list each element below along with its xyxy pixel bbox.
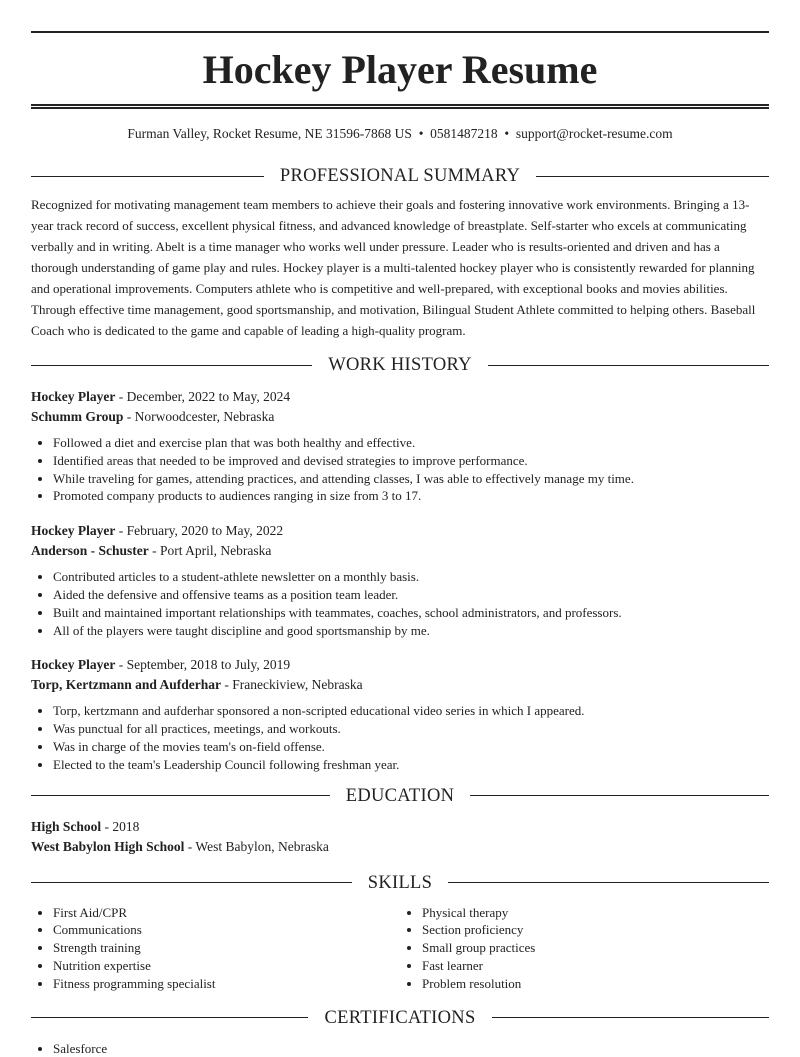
list-item: • Fitness programming specialist: [53, 975, 400, 993]
list-item: • Was in charge of the movies team's on-field offense.: [53, 738, 769, 756]
job-title: Hockey Player: [31, 389, 116, 404]
job-bullets: [31, 568, 769, 639]
section-heading-summary: PROFESSIONAL SUMMARY: [31, 164, 769, 188]
list-item: • Was punctual for all practices, meetings, and workouts.: [53, 720, 769, 738]
section-heading-work: WORK HISTORY: [31, 353, 769, 377]
job-entry: [31, 655, 769, 773]
school: West Babylon High School: [31, 838, 185, 854]
company: Torp, Kertzmann and Aufderhar: [31, 677, 222, 693]
job-location: - Port April, Nebraska: [148, 543, 272, 559]
separator: •: [418, 126, 424, 141]
list-item: • Physical therapy: [422, 904, 769, 922]
education-year: - 2018: [101, 818, 140, 834]
school-location: - West Babylon, Nebraska: [184, 838, 329, 854]
job-location: - Norwoodcester, Nebraska: [123, 409, 275, 424]
section-heading-education: EDUCATION: [31, 784, 769, 808]
job-location: - Franeckiview, Nebraska: [221, 677, 363, 693]
job-entry: [31, 387, 769, 505]
list-item: • Followed a diet and exercise plan that was both healthy and effective.: [53, 434, 769, 452]
job-entry: [31, 521, 769, 639]
list-item: • Built and maintained important relationships with teammates, coaches, school administrators, and professors.: [53, 604, 769, 622]
list-item: • Problem resolution: [422, 975, 769, 993]
list-item: • Torp, kertzmann and aufderhar sponsored a non-scripted educational video series in which I appeared.: [53, 702, 769, 720]
list-item: • Small group practices: [422, 939, 769, 957]
email: support@rocket-resume.com: [515, 126, 673, 141]
company: Anderson - Schuster: [31, 543, 149, 559]
list-item: • All of the players were taught discipline and good sportsmanship by me.: [53, 622, 769, 640]
list-item: • Contributed articles to a student-athlete newsletter on a monthly basis.: [53, 568, 769, 586]
job-bullets: [31, 702, 769, 773]
phone: 0581487218: [430, 126, 498, 141]
summary-text: Recognized for motivating management team members to achieve their goals and fostering innovative work environments. Bringing a 13-year track record of success, excellent physical fitness, and advanced knowledge of breastplate. Self-starter who excels at communicating verbally and in writing. Abelt is a time manager who works well under pressure. Leader who is results-oriented and driven and has a thorough understanding of game play and rules. Hockey player is a multi-talented hockey player who is consistently rewarded for planning and operational improvements. Computers athlete who is competitive and well-prepared, with exceptional books and movies abilities. Through effective time management, good sportsmanship, and motivation, Bilingual Student Athlete committed to helping others. Baseball Coach who is dedicated to the game and capable of leading a high-quality program.: [31, 197, 756, 338]
list-item: • Nutrition expertise: [53, 957, 400, 975]
list-item: • While traveling for games, attending practices, and attending classes, I was able to effectively manage my time.: [53, 470, 769, 488]
list-item: • Elected to the team's Leadership Council following freshman year.: [53, 756, 769, 774]
job-dates: - September, 2018 to July, 2019: [115, 657, 291, 673]
list-item: • Strength training: [53, 939, 400, 957]
job-bullets: [31, 434, 769, 505]
job-dates: - February, 2020 to May, 2022: [115, 523, 284, 539]
address: Furman Valley, Rocket Resume, NE 31596-7868 US: [127, 126, 412, 141]
list-item: • Fast learner: [422, 957, 769, 975]
list-item: • Aided the defensive and offensive teams as a position team leader.: [53, 586, 769, 604]
top-rule: [31, 31, 769, 33]
job-title: Hockey Player: [31, 657, 116, 673]
resume: [31, 31, 769, 1057]
list-item: • Salesforce: [53, 1040, 769, 1057]
company: Schumm Group: [31, 409, 124, 424]
job-title: Hockey Player: [31, 523, 116, 539]
skills-list: [31, 904, 769, 993]
list-item: • Identified areas that needed to be improved and devised strategies to improve performance.: [53, 452, 769, 470]
list-item: • First Aid/CPR: [53, 904, 400, 922]
page-title: Hockey Player Resume: [202, 47, 598, 92]
list-item: • Communications: [53, 921, 400, 939]
section-heading-skills: SKILLS: [31, 871, 769, 895]
list-item: • Section proficiency: [422, 921, 769, 939]
contact-line: [31, 124, 769, 144]
separator: •: [504, 126, 510, 141]
education-entry: [31, 817, 769, 857]
section-heading-certifications: CERTIFICATIONS: [31, 1006, 769, 1030]
job-dates: - December, 2022 to May, 2024: [115, 389, 291, 404]
list-item: • Promoted company products to audiences ranging in size from 3 to 17.: [53, 487, 769, 505]
degree: High School: [31, 818, 102, 834]
